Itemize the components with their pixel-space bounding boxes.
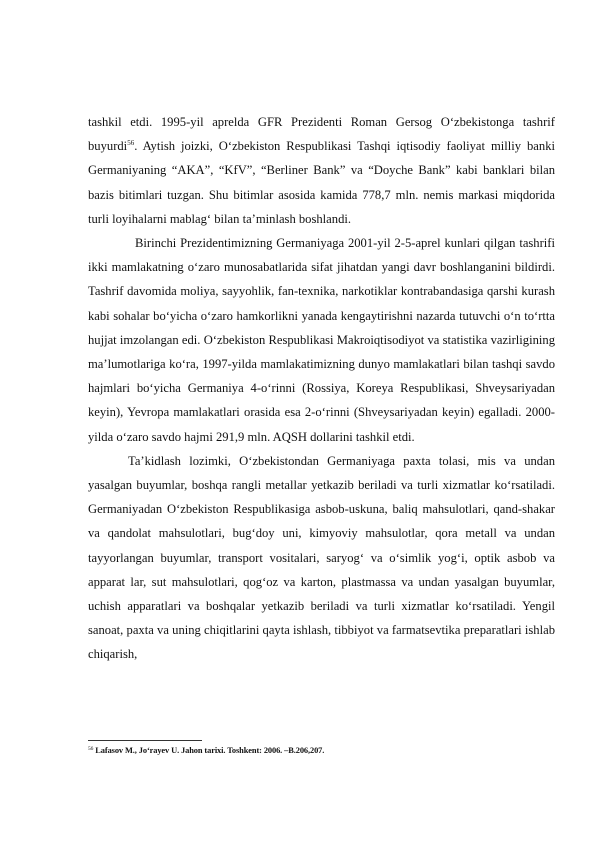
paragraph-3: Ta’kidlash lozimki, O‘zbekistondan Germaniyaga paxta tolasi, mis va undan yasalgan buyumlar, boshqa rangli metallar yetkazib beriladi va turli xizmatlar ko‘rsatiladi. Germaniyadan O‘zbekiston Respublikasiga asbob-uskuna, baliq mahsulotlari, qand-shakar va qandolat mahsulotlari, bug‘doy uni, kimyoviy mahsulotlar, qora metall va undan tayyorlangan buyumlar, transport vositalari, saryog‘ va o‘simlik yog‘i, optik asbob va apparat lar, sut mahsulotlari, qog‘oz va karton, plastmassa va undan yasalgan buyumlar, uchish apparatlari va boshqalar yetkazib beriladi va turli xizmatlar ko‘rsatiladi. Yengil sanoat, paxta va uning chiqitlarini qayta ishlash, tibbiyot va farmatsevtika preparatlari ishlab chiqarish, [88,453,555,662]
paragraph-1-text-before: tashkil etdi. 1995-yil aprelda GFR Prezidenti Roman Gersog O‘zbekistonga tashrif buyurdi [88,115,555,154]
paragraph-2: Birinchi Prezidentimizning Germaniyaga 2001-yil 2-5-aprel kunlari qilgan tashrifi ikki mamlakatning o‘zaro munosabatlarida sifat jihatdan yangi davr boshlanganini bildirdi. Tashrif davomida moliya, sayyohlik, fan-texnika, narkotiklar kontrabandasiga qarshi kurash kabi sohalar bo‘yicha o‘zaro hamkorlikni yanada kengaytirishni nazarda tutuvchi o‘n to‘rtta hujjat imzolangan edi. O‘zbekiston Respublikasi Makroiqtisodiyot va statistika vazirligining ma’lumotlariga ko‘ra, 1997-yilda mamlakatimizning dunyo mamlakatlari bilan tashqi savdo hajmlari bo‘yicha Germaniya 4-o‘rinni (Rossiya, Koreya Respublikasi, Shveysariyadan keyin), Yevropa mamlakatlari orasida esa 2-o‘rinni (Shveysariyadan keyin) egalladi. 2000-yilda o‘zaro savdo hajmi 291,9 mln. AQSH dollarini tashkil etdi. [88,236,555,444]
footnote-reference[interactable]: 56 [127,139,135,148]
footnote-text: Lafasov M., Jo‘rayev U. Jahon tarixi. Toshkent: 2006. –B.206,207. [93,746,325,755]
paragraph-1 [88,110,555,231]
footnote-separator [88,740,202,741]
footnote [88,745,555,757]
paragraph-1-text-after: . Aytish joizki, O‘zbekiston Respublikasi Tashqi iqtisodiy faoliyat milliy banki Germaniyaning “AKA”, “KfV”, “Berliner Bank” va “Doyche Bank” kabi banklari bilan bazis bitimlari tuzgan. Shu bitimlar asosida kamida 778,7 mln. nemis markasi miqdorida turli loyihalarni mablag‘ bilan ta’minlash boshlandi. [88,139,555,226]
footnote-number: 56 [88,746,94,752]
body-text [88,110,555,667]
